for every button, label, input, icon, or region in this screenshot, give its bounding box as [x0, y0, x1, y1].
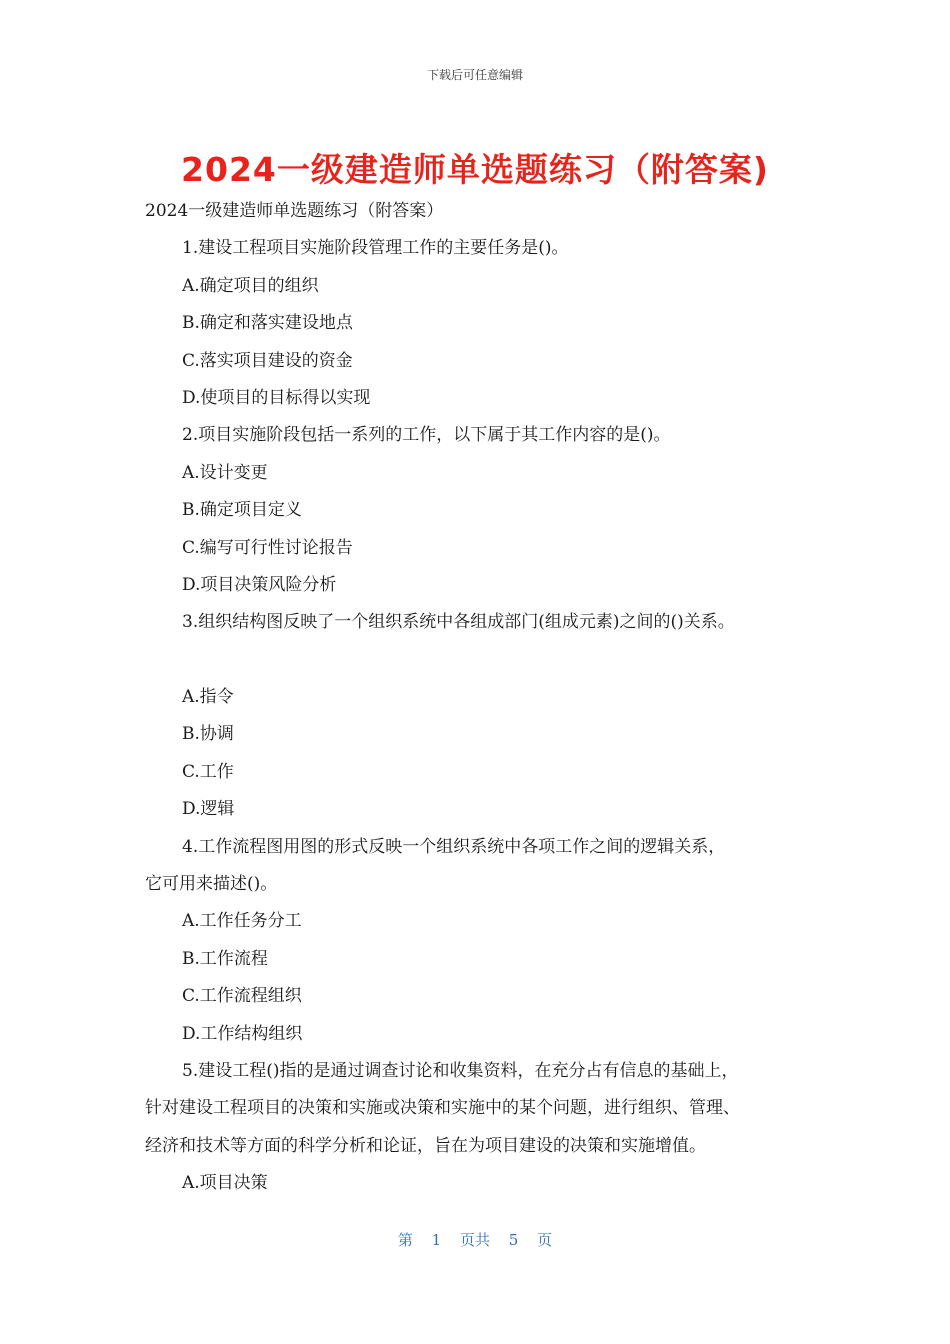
option: C.编写可行性讨论报告: [182, 537, 353, 558]
question-stem: 3.组织结构图反映了一个组织系统中各组成部门(组成元素)之间的()关系。: [182, 612, 735, 633]
option: B.确定和落实建设地点: [182, 313, 353, 334]
option: A.设计变更: [182, 462, 268, 483]
option: A.工作任务分工: [182, 911, 302, 932]
question-stem: 2.项目实施阶段包括一系列的工作，以下属于其工作内容的是()。: [182, 425, 671, 446]
document-title: 2024一级建造师单选题练习（附答案): [181, 150, 769, 189]
question-stem-continued: 它可用来描述()。: [145, 873, 278, 894]
question-stem: 5.建设工程()指的是通过调查讨论和收集资料，在充分占有信息的基础上，: [182, 1060, 739, 1081]
option: A.指令: [182, 686, 234, 707]
option: D.工作结构组织: [182, 1023, 303, 1044]
page-number-footer: 第 1 页共 5 页: [397, 1231, 553, 1249]
option: A.确定项目的组织: [182, 275, 319, 296]
option: C.工作: [182, 761, 234, 782]
question-stem: 1.建设工程项目实施阶段管理工作的主要任务是()。: [182, 238, 569, 259]
option: B.工作流程: [182, 948, 268, 969]
question-stem: 4.工作流程图用图的形式反映一个组织系统中各项工作之间的逻辑关系，: [182, 836, 726, 857]
option: D.逻辑: [182, 799, 235, 820]
document-body: [145, 193, 810, 1203]
option: C.工作流程组织: [182, 986, 302, 1007]
option: D.项目决策风险分析: [182, 575, 337, 596]
question-stem-continued: 经济和技术等方面的科学分析和论证，旨在为项目建设的决策和实施增值。: [145, 1135, 706, 1156]
option: A.项目决策: [182, 1173, 268, 1194]
option: B.确定项目定义: [182, 500, 302, 521]
document-subtitle: 2024一级建造师单选题练习（附答案）: [145, 201, 444, 221]
blank-line: [145, 642, 810, 679]
header-note: 下载后可任意编辑: [426, 68, 523, 82]
option: C.落实项目建设的资金: [182, 350, 353, 371]
option: B.协调: [182, 724, 234, 745]
question-stem-continued: 针对建设工程项目的决策和实施或决策和实施中的某个问题，进行组织、管理、: [145, 1098, 740, 1119]
option: D.使项目的目标得以实现: [182, 388, 371, 409]
